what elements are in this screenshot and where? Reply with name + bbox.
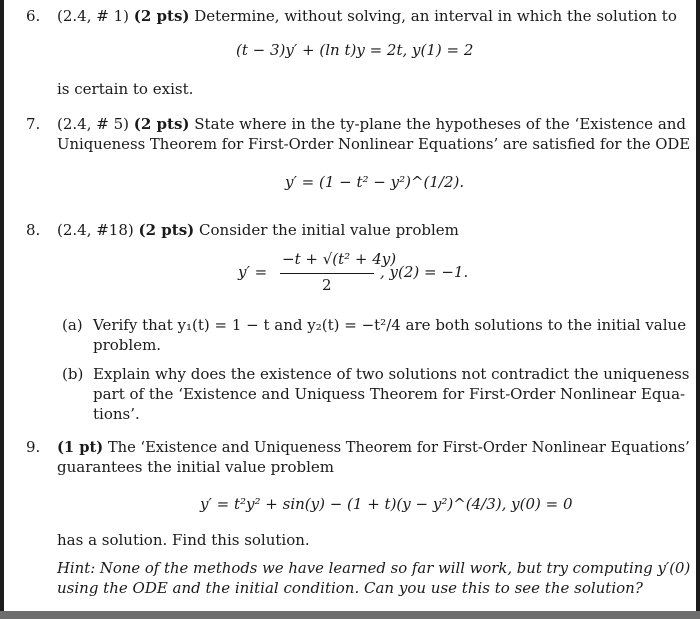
part-label: (b) xyxy=(62,365,84,383)
problem-text-continued: guarantees the initial value problem xyxy=(57,458,334,476)
equation-lhs: y′ = xyxy=(238,263,268,281)
problem-number: 9. xyxy=(26,438,41,456)
equation-fraction xyxy=(280,250,397,296)
problem-text-continued: Uniqueness Theorem for First-Order Nonlinear Equations’ are satisfied for the ODE xyxy=(57,135,691,153)
problem-statement xyxy=(57,114,686,134)
hint-text-continued: using the ODE and the initial condition. Can you use this to see the solution? xyxy=(57,579,643,597)
problem-text-after: has a solution. Find this solution. xyxy=(57,531,310,549)
problem-number: 8. xyxy=(26,221,41,239)
problem-number: 6. xyxy=(26,7,41,25)
problem-text: Determine, without solving, an interval in which the solution to xyxy=(194,7,677,25)
left-border xyxy=(0,0,4,619)
fraction-numerator: −t + √(t² + 4y) xyxy=(282,250,397,268)
problem-statement xyxy=(57,437,690,457)
bottom-border xyxy=(0,611,700,619)
problem-number: 7. xyxy=(26,115,41,133)
equation: y′ = (1 − t² − y²)^(1/2). xyxy=(285,173,465,191)
part-text: Explain why does the existence of two solutions not contradict the uniqueness xyxy=(93,365,690,383)
problem-points: (2 pts) xyxy=(133,115,190,133)
problem-statement xyxy=(57,220,459,240)
part-label: (a) xyxy=(62,316,83,334)
equation: (t − 3)y′ + (ln t)y = 2t, y(1) = 2 xyxy=(236,41,474,59)
problem-text-after: is certain to exist. xyxy=(57,80,194,98)
part-text-continued: part of the ‘Existence and Uniquess Theorem for First-Order Nonlinear Equa- xyxy=(93,385,686,403)
fraction-denominator: 2 xyxy=(322,276,332,294)
part-text-continued: tions’. xyxy=(93,405,140,423)
problem-points: (2 pts) xyxy=(138,221,195,239)
hint-text: Hint: None of the methods we have learned so far will work, but try computing y′(0) xyxy=(57,559,691,577)
problem-reference: (2.4, # 5) xyxy=(57,115,129,133)
problem-reference: (2.4, # 1) xyxy=(57,7,129,25)
right-border xyxy=(696,0,700,619)
problem-statement xyxy=(57,6,677,26)
fraction-bar xyxy=(280,273,374,274)
problem-points: (1 pt) xyxy=(57,438,104,456)
problem-text: Consider the initial value problem xyxy=(199,221,459,239)
problem-reference: (2.4, #18) xyxy=(57,221,134,239)
problem-text: The ‘Existence and Uniqueness Theorem for First-Order Nonlinear Equations’ xyxy=(107,438,690,456)
problem-text: State where in the ty-plane the hypotheses of the ‘Existence and xyxy=(194,115,687,133)
problem-points: (2 pts) xyxy=(133,7,190,25)
equation-rhs: , y(2) = −1. xyxy=(380,263,469,281)
part-text-continued: problem. xyxy=(93,336,162,354)
equation: y′ = t²y² + sin(y) − (1 + t)(y − y²)^(4/3), y(0) = 0 xyxy=(200,495,573,513)
part-text: Verify that y₁(t) = 1 − t and y₂(t) = −t²/4 are both solutions to the initial value xyxy=(93,316,687,334)
